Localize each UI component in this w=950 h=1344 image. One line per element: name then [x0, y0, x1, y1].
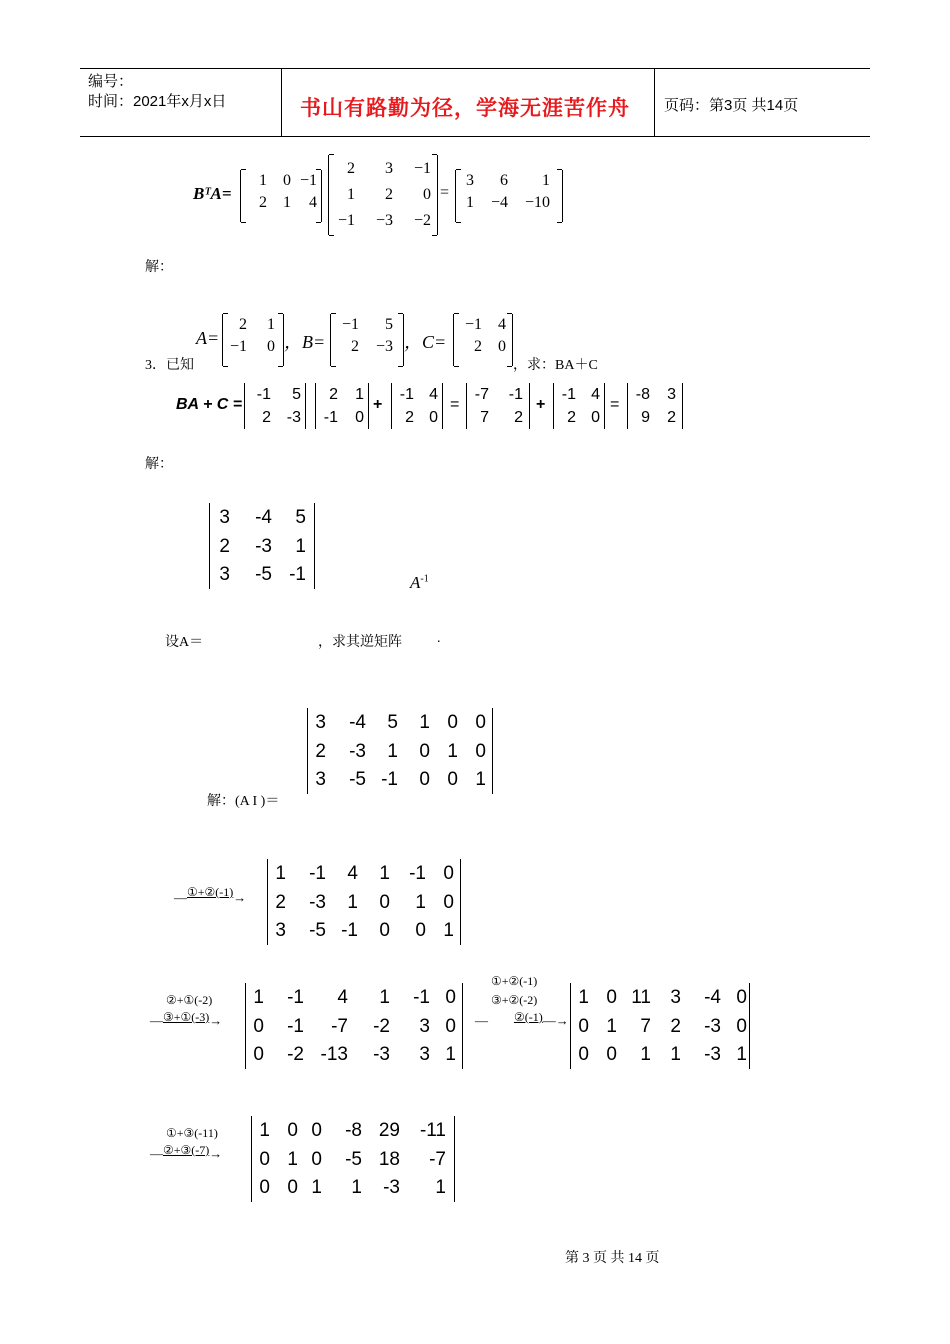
p3-number: 3．已知: [145, 358, 194, 373]
p3-B-label: ，B=: [284, 332, 326, 352]
header-motto: 书山有路勤为径，学海无涯苦作舟: [300, 96, 630, 120]
p4-matrix-A: 3 -4 5 2 -3 1 3 -5 -1: [209, 503, 315, 589]
p4-aug-3: 1 0 11 3 -4 0 0 1 7 2 -3 0 0 0 1 1 -3 1: [570, 983, 750, 1069]
p4-step2-op-top: ②+①(-2): [166, 993, 213, 1007]
p3-matrix-A: 2 1 −1 0: [222, 314, 284, 366]
page-footer: 第 3 页 共 14 页: [565, 1251, 660, 1266]
p4-step4-arrow: —②+③(-7)→: [150, 1143, 223, 1161]
header-time: 时间：2021年x月x日: [88, 93, 227, 110]
p4-step3-op-2: ③+②(-2): [491, 993, 538, 1007]
bta-result: 3 6 1 1 −4 −10: [455, 170, 563, 222]
p3-calc-m5: -1 4 2 0: [553, 383, 605, 429]
header-divider-2: [654, 68, 655, 136]
p4-prompt-a: 设A＝: [165, 635, 204, 650]
p4-step2-arrow: —③+①(-3)→: [150, 1010, 223, 1028]
p4-step4-op-top: ①+③(-11): [166, 1126, 218, 1140]
header-number: 编号：: [88, 73, 134, 90]
p3-calc-plus-2: +: [536, 396, 546, 413]
p3-matrix-B: −1 5 2 −3: [330, 314, 404, 366]
p3-ask: ，求：BA＋C: [513, 358, 598, 373]
p4-step1-arrow: —①+②(-1)→: [174, 885, 247, 905]
p4-aug-4: 1 0 0 -8 29 -11 0 1 0 -5 18 -7 0 0 1 1 -3 1: [251, 1116, 455, 1202]
header-bottom-rule: [80, 136, 870, 137]
p3-A-label: A=: [196, 328, 220, 348]
p3-calc-lhs: BA + C =: [176, 396, 243, 413]
solve-label-3: 解：(A I )＝: [207, 794, 280, 809]
p3-calc-m2: 2 1 -1 0: [315, 383, 369, 429]
p3-calc-plus-1: +: [373, 396, 383, 413]
p4-prompt-b: ，求其逆矩阵: [318, 635, 402, 650]
header-page: 页码：第3页 共14页: [664, 97, 799, 114]
p4-step3-arrow: — ②(-1)—→: [475, 1010, 569, 1028]
p3-calc-m6: -8 3 9 2: [627, 383, 683, 429]
solve-label-1: 解：: [145, 260, 173, 275]
bta-equals: =: [440, 184, 450, 201]
p3-C-label: ，C=: [404, 332, 447, 352]
p4-aug-0: 3 -4 5 1 0 0 2 -3 1 0 1 0 3 -5 -1 0 0 1: [307, 708, 493, 794]
p3-matrix-C: −1 4 2 0: [453, 314, 513, 366]
p4-aug-2: 1 -1 4 1 -1 0 0 -1 -7 -2 3 0 0 -2 -13 -3 3 1: [245, 983, 463, 1069]
p3-calc-m3: -1 4 2 0: [391, 383, 443, 429]
header-divider-1: [281, 68, 282, 136]
p3-calc-m1: -1 5 2 -3: [244, 383, 306, 429]
p3-calc-m4: -7 -1 7 2: [466, 383, 530, 429]
p3-calc-eq-1: =: [450, 396, 460, 413]
p4-inverse-symbol: $A^{-1}$: [410, 573, 429, 592]
bta-matrix-2: 2 3 −1 1 2 0 −1 −3 −2: [328, 155, 438, 235]
bta-matrix-1: 1 0 −1 2 1 4: [240, 170, 322, 222]
p4-aug-1: 1 -1 4 1 -1 0 2 -3 1 0 1 0 3 -5 -1 0 0 1: [267, 859, 461, 945]
p3-calc-eq-2: =: [610, 396, 620, 413]
p4-step3-op-1: ①+②(-1): [491, 974, 538, 988]
solve-label-2: 解：: [145, 457, 173, 472]
header-top-rule: [80, 68, 870, 69]
bta-lhs: BᵀA=: [193, 184, 232, 203]
p4-prompt-c: .: [437, 631, 441, 646]
